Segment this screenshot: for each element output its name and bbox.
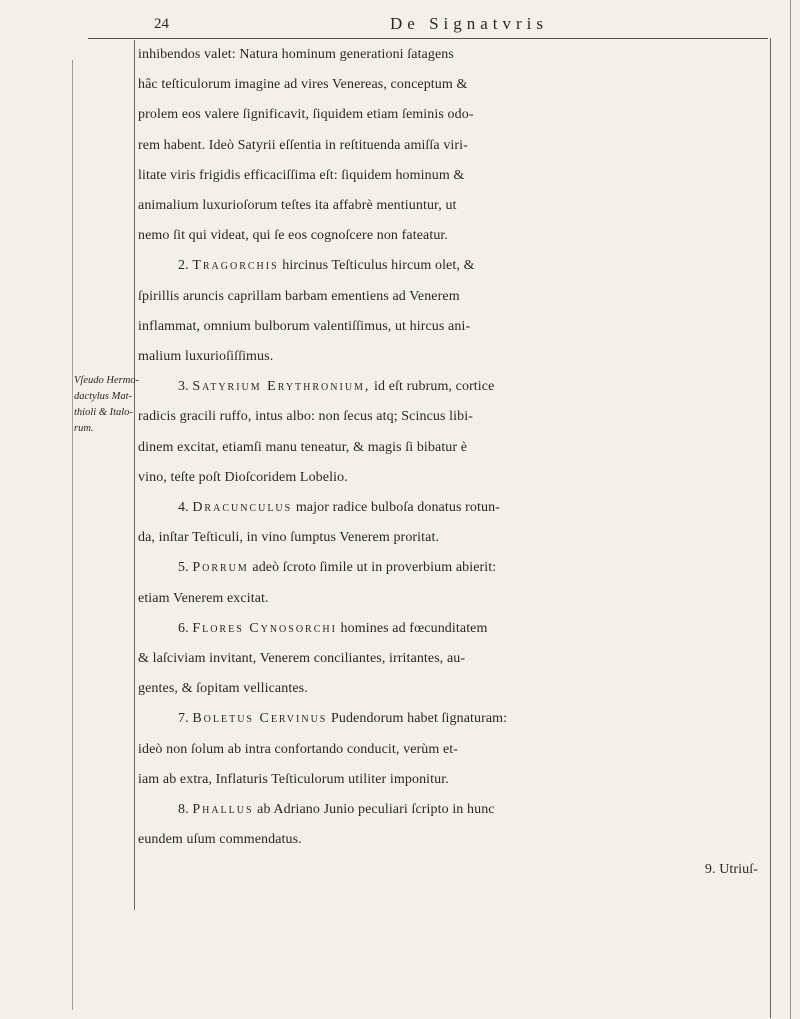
text-line — [138, 221, 764, 251]
line-text: inflammat, omnium bulborum valentiſſimus, ut hircus ani- — [138, 318, 471, 334]
line-text: ab Adriano Junio peculiari ſcripto in hunc — [253, 802, 495, 818]
margin-note-line: Vſeudo Hermo- — [74, 375, 140, 386]
text-line — [138, 40, 764, 70]
line-text: hâc teſticulorum imagine ad vires Venereas, conceptum & — [138, 77, 468, 93]
line-text: homines ad fœcunditatem — [336, 620, 488, 636]
text-line — [138, 795, 764, 825]
line-text: etiam Venerem excitat. — [138, 590, 269, 606]
line-text: inhibendos valet: Natura hominum generationi ſatagens — [138, 47, 454, 62]
text-line — [138, 402, 764, 432]
line-text: hircinus Teſticulus hircum olet, & — [278, 258, 475, 274]
item-heading: Boletus Cervinus — [192, 711, 328, 727]
text-block-right-rule — [770, 38, 771, 1018]
line-text: eundem uſum commendatus. — [138, 832, 302, 848]
text-line — [138, 614, 764, 644]
running-head: De Signatvris — [390, 14, 549, 33]
item-heading: Flores Cynosorchi — [192, 620, 337, 636]
text-line — [138, 70, 764, 100]
text-line — [138, 765, 764, 795]
text-line — [138, 161, 764, 191]
margin-note-line: rum. — [74, 423, 94, 434]
item-heading: Phallus — [192, 802, 254, 818]
line-text: vino, teſte poſt Dioſcoridem Lobelio. — [138, 469, 348, 485]
line-text: rem habent. Ideò Satyrii eſſentia in reſtituenda amiſſa viri- — [138, 137, 468, 153]
text-block-left-rule — [134, 40, 135, 910]
line-text: & laſciviam invitant, Venerem conciliantes, irritantes, au- — [138, 651, 466, 667]
item-number: 3. — [178, 379, 189, 395]
line-text: iam ab extra, Inflaturis Teſticulorum utiliter imponitur. — [138, 771, 449, 787]
text-line — [138, 704, 764, 734]
item-number: 6. — [178, 620, 189, 636]
text-line — [138, 493, 764, 523]
text-line — [138, 131, 764, 161]
text-line — [138, 342, 764, 372]
page-header — [90, 14, 770, 38]
text-line — [138, 674, 764, 704]
text-line — [138, 825, 764, 855]
text-line — [138, 433, 764, 463]
text-line — [138, 553, 764, 583]
line-text: nemo ſit qui videat, qui ſe eos cognoſcere non fateatur. — [138, 228, 449, 244]
item-number: 8. — [178, 802, 189, 818]
line-text: litate viris frigidis efficaciſſima eſt: ſiquidem hominum & — [138, 167, 465, 183]
text-line — [138, 191, 764, 221]
text-line — [138, 282, 764, 312]
item-number: 7. — [178, 711, 189, 727]
line-text: Pudendorum habet ſignaturam: — [327, 711, 508, 727]
item-heading: Dracunculus — [192, 500, 293, 516]
item-heading: Tragorchis — [192, 258, 279, 274]
text-line — [138, 372, 764, 402]
line-text: dinem excitat, etiamſi manu teneatur, & magis ſi bibatur è — [138, 439, 468, 455]
line-text: radicis gracili ruffo, intus albo: non ſecus atq; Scincus libi- — [138, 409, 473, 425]
catchword: 9. Utriuſ- — [704, 862, 758, 878]
text-line — [138, 735, 764, 765]
item-heading: Satyrium Erythronium, — [192, 379, 371, 395]
marginal-note — [74, 373, 140, 437]
page-number: 24 — [154, 16, 169, 32]
margin-rule — [72, 60, 73, 1010]
text-line — [138, 523, 764, 553]
line-text: id eſt rubrum, cortice — [370, 379, 495, 395]
page-edge-rule — [790, 0, 791, 1019]
line-text: prolem eos valere ſignificavit, ſiquidem etiam ſeminis odo- — [138, 107, 474, 123]
line-text: gentes, & ſopitam vellicantes. — [138, 681, 308, 697]
item-number: 5. — [178, 560, 189, 576]
margin-note-line: dactylus Mat- — [74, 391, 133, 402]
line-text: adeò ſcroto ſimile ut in proverbium abierit: — [248, 560, 497, 576]
top-rule — [88, 38, 768, 39]
text-line — [138, 463, 764, 493]
line-text: malium luxurioſiſſimus. — [138, 349, 274, 365]
text-line — [138, 100, 764, 130]
line-text: ideò non ſolum ab intra confortando conducit, verùm et- — [138, 741, 459, 757]
line-text: animalium luxurioſorum teſtes ita affabrè mentiuntur, ut — [138, 198, 457, 214]
line-text: da, inſtar Teſticuli, in vino ſumptus Venerem proritat. — [138, 530, 440, 546]
item-number: 2. — [178, 258, 189, 274]
text-line — [138, 251, 764, 281]
body-text — [138, 40, 764, 886]
line-text: major radice bulboſa donatus rotun- — [292, 500, 500, 516]
margin-note-line: thioli & Italo- — [74, 407, 133, 418]
text-line — [138, 312, 764, 342]
item-number: 4. — [178, 500, 189, 516]
line-text: ſpirillis aruncis caprillam barbam ementiens ad Venerem — [138, 288, 460, 304]
text-line — [138, 584, 764, 614]
text-line — [138, 644, 764, 674]
item-heading: Porrum — [192, 560, 249, 576]
